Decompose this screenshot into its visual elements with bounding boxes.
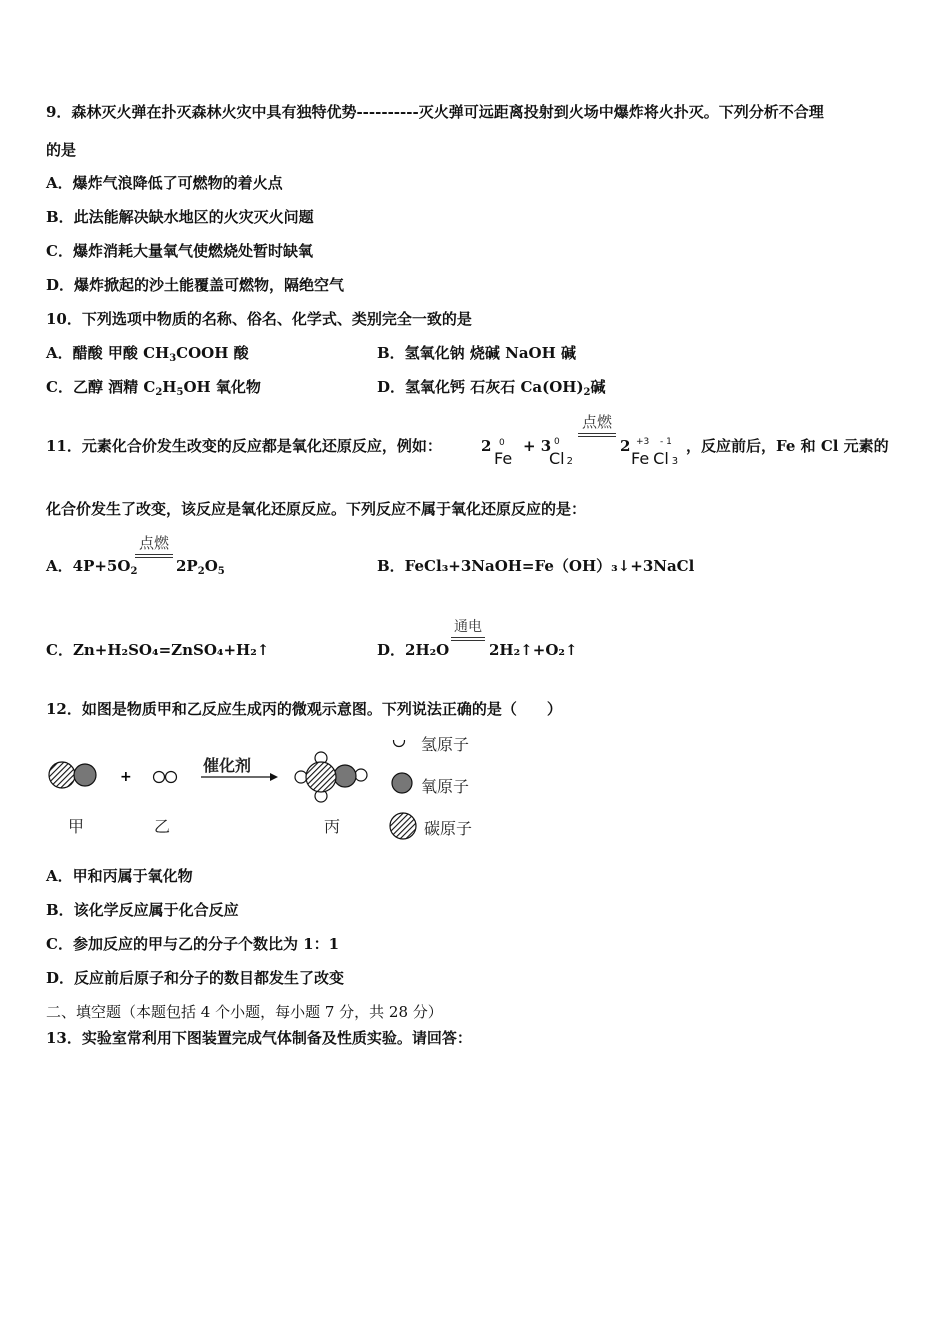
q9-option-a: A．爆炸气浪降低了可燃物的着火点 [46,174,283,192]
carbon-atom [49,762,75,788]
q11-option-d-condition: 通电 [451,616,485,641]
q12-option-c: C．参加反应的甲与乙的分子个数比为 1：1 [46,935,340,953]
legend-oxygen-label: 氧原子 [421,777,470,796]
q11-option-b: B．FeCl₃+3NaOH=Fe（OH）₃↓+3NaCl [377,557,695,575]
q11-option-a-condition: 点燃 [135,532,173,558]
q12-stem: 12．如图是物质甲和乙反应生成丙的微观示意图。下列说法正确的是（ ） [46,700,562,718]
catalyst-label: 催化剂 [203,756,252,775]
q9-option-b: B．此法能解决缺水地区的火灾灭火问题 [46,208,314,226]
q11-option-d-right: 2H₂↑+O₂↑ [489,641,578,659]
legend-oxygen-icon [392,773,412,793]
q11-fe-oxidation-state: 0 [499,438,505,448]
label-yi: 乙 [154,817,171,836]
section-heading: 二、填空题（本题包括 4 个小题，每小题 7 分，共 28 分） [46,1003,443,1021]
q10-option-a: A．醋酸 甲酸 $CH_3COOH$ 酸 [46,344,249,364]
q12-reaction-diagram [40,740,480,850]
q9-option-d: D．爆炸掀起的沙土能覆盖可燃物，隔绝空气 [46,276,345,294]
q11-cl-oxidation-state: 0 [554,437,560,447]
label-bing: 丙 [324,817,341,836]
hydrogen-atom [295,771,307,783]
legend-hydrogen-label: 氢原子 [421,735,470,754]
label-jia: 甲 [68,817,85,836]
oxygen-atom [74,764,96,786]
q12-option-b: B．该化学反应属于化合反应 [46,901,239,919]
q11-reaction-condition: 点燃 [578,411,616,437]
q13-stem: 13．实验室常利用下图装置完成气体制备及性质实验。请回答： [46,1029,472,1047]
molecule-yi [154,772,177,783]
q10-option-b: B．氢氧化钠 烧碱 NaOH 碱 [377,344,577,362]
hydrogen-atom [154,772,165,783]
legend-carbon-label: 碳原子 [424,819,473,838]
q11-stem-line2: 化合价发生了改变，该反应是氧化还原反应。下列反应不属于氧化还原反应的是： [46,500,587,518]
q11-coef-fe: 2 [481,437,492,455]
legend-carbon-icon [390,813,416,839]
q11-coef-product: 2 [620,437,631,455]
q9-stem-line2: 的是 [46,141,77,159]
legend-hydrogen-icon [394,740,405,747]
plus-sign: + [120,769,132,785]
q10-option-c: C．乙醇 酒精 $C_2H_5OH$ 氧化物 [46,378,261,398]
q9-stem-line1: 9．森林灭火弹在扑灭森林火灾中具有独特优势----------灭火弹可远距离投射到火场中爆炸将火扑灭。下列分析不合理 [46,103,824,121]
q11-stem-start: 11．元素化合价发生改变的反应都是氧化还原反应，例如： [46,437,442,455]
q11-stem-end: ，反应前后，Fe 和 Cl 元素的 [686,437,889,455]
q11-option-a-product: $2P_2O_5$ [176,557,225,577]
q12-option-a: A．甲和丙属于氧化物 [46,867,193,885]
q11-product-formula: Fe Cl 3 [631,449,679,468]
q11-product-fe-oxidation-state: +3 [636,437,650,447]
q11-option-a: A．$4P+5O_2$ [46,557,138,577]
arrow-head-icon [270,773,278,781]
q9-option-c: C．爆炸消耗大量氧气使燃烧处暂时缺氧 [46,242,313,260]
hydrogen-atom [166,772,177,783]
carbon-atom [306,762,336,792]
q11-option-d-left: D．2H₂O [377,641,450,659]
molecule-jia [49,762,96,788]
molecule-bing [295,752,367,802]
q10-option-d: D．氢氧化钙 石灰石 $Ca(OH)_2$碱 [377,378,606,398]
q11-fe-symbol: Fe [494,449,513,468]
q12-option-d: D．反应前后原子和分子的数目都发生了改变 [46,969,345,987]
q11-plus-coef: + 3 [523,437,552,455]
q11-cl-symbol: Cl 2 [549,449,573,468]
q10-stem: 10．下列选项中物质的名称、俗名、化学式、类别完全一致的是 [46,310,472,328]
oxygen-atom [334,765,356,787]
q11-option-c: C．Zn+H₂SO₄=ZnSO₄+H₂↑ [46,641,270,659]
hydrogen-atom [355,769,367,781]
q11-product-cl-oxidation-state: - 1 [660,437,672,447]
